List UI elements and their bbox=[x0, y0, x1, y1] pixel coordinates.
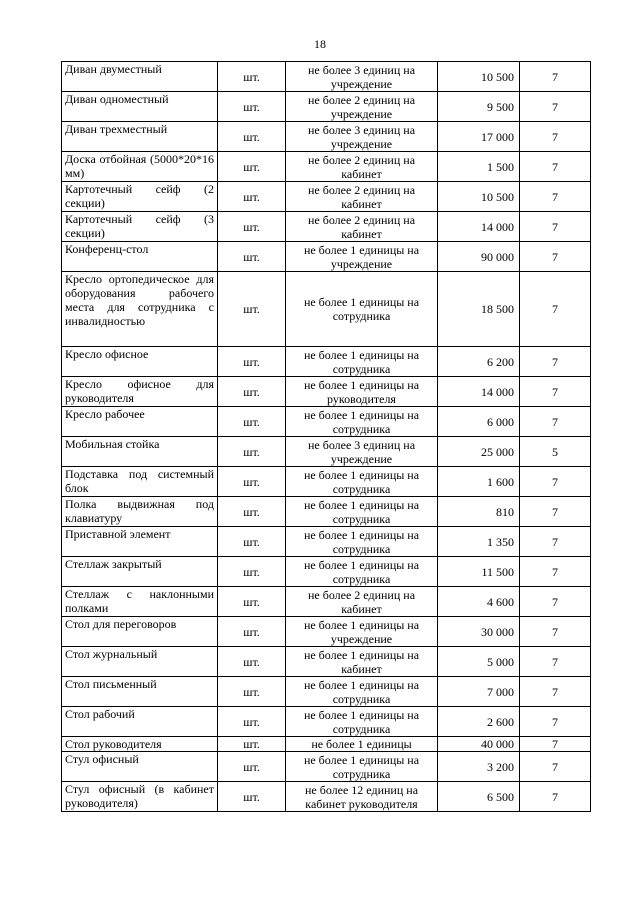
quantity-norm-cell: не более 1 единицы bbox=[286, 737, 438, 752]
item-name-cell: Стол рабочий bbox=[62, 707, 218, 737]
service-life-cell: 7 bbox=[520, 272, 591, 347]
unit-cell: шт. bbox=[218, 122, 286, 152]
item-name-cell: Полка выдвижная под клавиатуру bbox=[62, 497, 218, 527]
quantity-norm-cell: не более 1 единицы на сотрудника bbox=[286, 527, 438, 557]
unit-cell: шт. bbox=[218, 647, 286, 677]
unit-cell: шт. bbox=[218, 707, 286, 737]
item-name-cell: Картотечный сейф (3 секции) bbox=[62, 212, 218, 242]
item-name-cell: Диван двуместный bbox=[62, 62, 218, 92]
price-cell: 6 000 bbox=[438, 407, 520, 437]
unit-cell: шт. bbox=[218, 677, 286, 707]
price-cell: 90 000 bbox=[438, 242, 520, 272]
table-row bbox=[62, 152, 591, 182]
unit-cell: шт. bbox=[218, 437, 286, 467]
table-row bbox=[62, 737, 591, 752]
table-row bbox=[62, 407, 591, 437]
price-cell: 11 500 bbox=[438, 557, 520, 587]
item-name-cell: Подставка под системный блок bbox=[62, 467, 218, 497]
item-name-cell: Кресло ортопедическое для оборудования рабочего места для сотрудника с инвалидностью bbox=[62, 272, 218, 347]
unit-cell: шт. bbox=[218, 62, 286, 92]
service-life-cell: 7 bbox=[520, 782, 591, 812]
quantity-norm-cell: не более 1 единицы на учреждение bbox=[286, 242, 438, 272]
price-cell: 18 500 bbox=[438, 272, 520, 347]
unit-cell: шт. bbox=[218, 467, 286, 497]
price-cell: 3 200 bbox=[438, 752, 520, 782]
table-row bbox=[62, 527, 591, 557]
unit-cell: шт. bbox=[218, 497, 286, 527]
item-name-cell: Приставной элемент bbox=[62, 527, 218, 557]
quantity-norm-cell: не более 3 единиц на учреждение bbox=[286, 122, 438, 152]
item-name-cell: Картотечный сейф (2 секции) bbox=[62, 182, 218, 212]
price-cell: 10 500 bbox=[438, 182, 520, 212]
service-life-cell: 7 bbox=[520, 377, 591, 407]
table-row bbox=[62, 122, 591, 152]
price-cell: 6 200 bbox=[438, 347, 520, 377]
service-life-cell: 7 bbox=[520, 752, 591, 782]
table-row bbox=[62, 617, 591, 647]
unit-cell: шт. bbox=[218, 752, 286, 782]
quantity-norm-cell: не более 1 единицы на сотрудника bbox=[286, 272, 438, 347]
quantity-norm-cell: не более 2 единиц на кабинет bbox=[286, 152, 438, 182]
quantity-norm-cell: не более 3 единиц на учреждение bbox=[286, 62, 438, 92]
quantity-norm-cell: не более 1 единицы на сотрудника bbox=[286, 407, 438, 437]
item-name-cell: Стол руководителя bbox=[62, 737, 218, 752]
unit-cell: шт. bbox=[218, 242, 286, 272]
unit-cell: шт. bbox=[218, 557, 286, 587]
service-life-cell: 7 bbox=[520, 557, 591, 587]
table-body bbox=[62, 62, 591, 812]
unit-cell: шт. bbox=[218, 212, 286, 242]
table-row bbox=[62, 647, 591, 677]
price-cell: 4 600 bbox=[438, 587, 520, 617]
quantity-norm-cell: не более 1 единицы на руководителя bbox=[286, 377, 438, 407]
quantity-norm-cell: не более 1 единицы на сотрудника bbox=[286, 497, 438, 527]
price-cell: 14 000 bbox=[438, 377, 520, 407]
table-row bbox=[62, 377, 591, 407]
table-row bbox=[62, 467, 591, 497]
quantity-norm-cell: не более 2 единиц на кабинет bbox=[286, 212, 438, 242]
quantity-norm-cell: не более 1 единицы на сотрудника bbox=[286, 677, 438, 707]
quantity-norm-cell: не более 1 единицы на сотрудника bbox=[286, 752, 438, 782]
price-cell: 1 350 bbox=[438, 527, 520, 557]
item-name-cell: Кресло рабочее bbox=[62, 407, 218, 437]
unit-cell: шт. bbox=[218, 347, 286, 377]
service-life-cell: 7 bbox=[520, 242, 591, 272]
quantity-norm-cell: не более 1 единицы на кабинет bbox=[286, 647, 438, 677]
table-row bbox=[62, 182, 591, 212]
price-cell: 2 600 bbox=[438, 707, 520, 737]
price-cell: 30 000 bbox=[438, 617, 520, 647]
item-name-cell: Доска отбойная (5000*20*16 мм) bbox=[62, 152, 218, 182]
price-cell: 7 000 bbox=[438, 677, 520, 707]
unit-cell: шт. bbox=[218, 737, 286, 752]
item-name-cell: Кресло офисное bbox=[62, 347, 218, 377]
furniture-norms-table bbox=[61, 61, 591, 812]
item-name-cell: Стол журнальный bbox=[62, 647, 218, 677]
item-name-cell: Стеллаж с наклонными полками bbox=[62, 587, 218, 617]
service-life-cell: 7 bbox=[520, 182, 591, 212]
table-row bbox=[62, 212, 591, 242]
quantity-norm-cell: не более 1 единицы на сотрудника bbox=[286, 467, 438, 497]
service-life-cell: 7 bbox=[520, 707, 591, 737]
quantity-norm-cell: не более 1 единицы на сотрудника bbox=[286, 557, 438, 587]
service-life-cell: 7 bbox=[520, 62, 591, 92]
service-life-cell: 7 bbox=[520, 467, 591, 497]
item-name-cell: Стол для переговоров bbox=[62, 617, 218, 647]
item-name-cell: Стеллаж закрытый bbox=[62, 557, 218, 587]
table-row bbox=[62, 707, 591, 737]
table-row bbox=[62, 347, 591, 377]
item-name-cell: Мобильная стойка bbox=[62, 437, 218, 467]
service-life-cell: 7 bbox=[520, 347, 591, 377]
table-row bbox=[62, 752, 591, 782]
service-life-cell: 7 bbox=[520, 152, 591, 182]
price-cell: 17 000 bbox=[438, 122, 520, 152]
quantity-norm-cell: не более 1 единицы на сотрудника bbox=[286, 347, 438, 377]
price-cell: 5 000 bbox=[438, 647, 520, 677]
table-row bbox=[62, 272, 591, 347]
table-row bbox=[62, 497, 591, 527]
table-row bbox=[62, 677, 591, 707]
price-cell: 14 000 bbox=[438, 212, 520, 242]
quantity-norm-cell: не более 2 единиц на кабинет bbox=[286, 182, 438, 212]
table-row bbox=[62, 557, 591, 587]
price-cell: 40 000 bbox=[438, 737, 520, 752]
service-life-cell: 7 bbox=[520, 497, 591, 527]
table-row bbox=[62, 587, 591, 617]
service-life-cell: 7 bbox=[520, 677, 591, 707]
unit-cell: шт. bbox=[218, 782, 286, 812]
quantity-norm-cell: не более 2 единиц на кабинет bbox=[286, 587, 438, 617]
unit-cell: шт. bbox=[218, 377, 286, 407]
item-name-cell: Стул офисный bbox=[62, 752, 218, 782]
price-cell: 10 500 bbox=[438, 62, 520, 92]
service-life-cell: 7 bbox=[520, 92, 591, 122]
table-row bbox=[62, 92, 591, 122]
item-name-cell: Диван одноместный bbox=[62, 92, 218, 122]
service-life-cell: 7 bbox=[520, 617, 591, 647]
price-cell: 1 600 bbox=[438, 467, 520, 497]
unit-cell: шт. bbox=[218, 152, 286, 182]
table-row bbox=[62, 242, 591, 272]
table-row bbox=[62, 437, 591, 467]
item-name-cell: Стул офисный (в кабинет руководителя) bbox=[62, 782, 218, 812]
quantity-norm-cell: не более 1 единицы на сотрудника bbox=[286, 707, 438, 737]
price-cell: 25 000 bbox=[438, 437, 520, 467]
page-number: 18 bbox=[314, 37, 326, 51]
unit-cell: шт. bbox=[218, 617, 286, 647]
quantity-norm-cell: не более 12 единиц на кабинет руководителя bbox=[286, 782, 438, 812]
item-name-cell: Диван трехместный bbox=[62, 122, 218, 152]
unit-cell: шт. bbox=[218, 527, 286, 557]
quantity-norm-cell: не более 2 единиц на учреждение bbox=[286, 92, 438, 122]
service-life-cell: 7 bbox=[520, 407, 591, 437]
price-cell: 6 500 bbox=[438, 782, 520, 812]
unit-cell: шт. bbox=[218, 272, 286, 347]
item-name-cell: Конференц-стол bbox=[62, 242, 218, 272]
service-life-cell: 7 bbox=[520, 122, 591, 152]
table-row bbox=[62, 62, 591, 92]
unit-cell: шт. bbox=[218, 587, 286, 617]
service-life-cell: 7 bbox=[520, 737, 591, 752]
price-cell: 810 bbox=[438, 497, 520, 527]
item-name-cell: Стол письменный bbox=[62, 677, 218, 707]
table-row bbox=[62, 782, 591, 812]
service-life-cell: 7 bbox=[520, 647, 591, 677]
service-life-cell: 7 bbox=[520, 587, 591, 617]
item-name-cell: Кресло офисное для руководителя bbox=[62, 377, 218, 407]
service-life-cell: 5 bbox=[520, 437, 591, 467]
unit-cell: шт. bbox=[218, 92, 286, 122]
price-cell: 9 500 bbox=[438, 92, 520, 122]
service-life-cell: 7 bbox=[520, 527, 591, 557]
price-cell: 1 500 bbox=[438, 152, 520, 182]
quantity-norm-cell: не более 1 единицы на учреждение bbox=[286, 617, 438, 647]
service-life-cell: 7 bbox=[520, 212, 591, 242]
unit-cell: шт. bbox=[218, 182, 286, 212]
unit-cell: шт. bbox=[218, 407, 286, 437]
quantity-norm-cell: не более 3 единиц на учреждение bbox=[286, 437, 438, 467]
